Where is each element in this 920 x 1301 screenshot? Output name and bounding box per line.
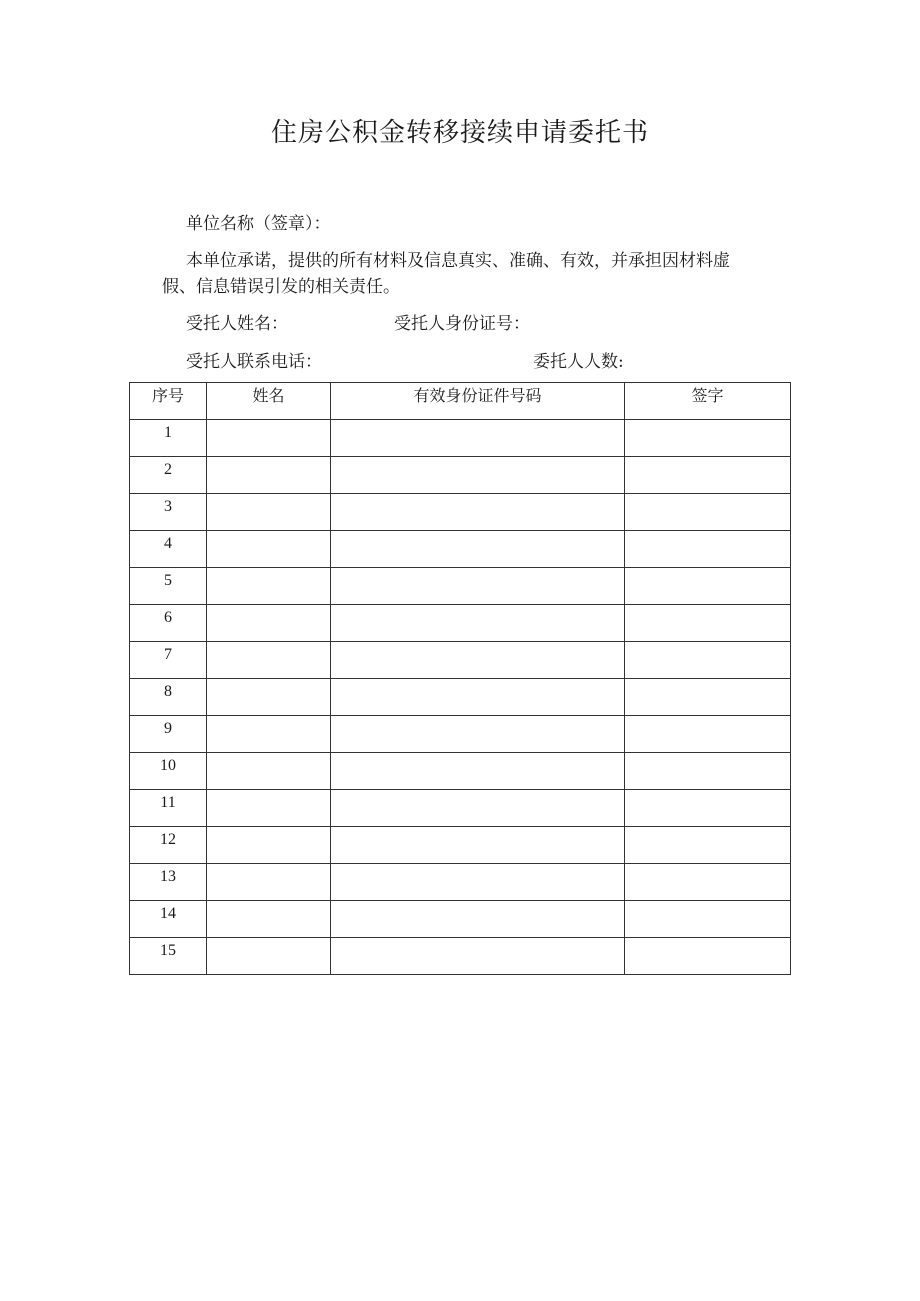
unit-name-label: 单位名称（签章）：	[186, 214, 331, 234]
row-index-cell: 8	[130, 679, 207, 716]
name-cell[interactable]	[207, 642, 331, 679]
signature-cell[interactable]	[625, 531, 791, 568]
id-number-cell[interactable]	[331, 938, 625, 975]
row-index-cell: 14	[130, 901, 207, 938]
name-cell[interactable]	[207, 716, 331, 753]
id-number-cell[interactable]	[331, 605, 625, 642]
name-cell[interactable]	[207, 494, 331, 531]
table-row	[130, 605, 791, 642]
row-index-cell: 13	[130, 864, 207, 901]
table-header-row	[130, 383, 791, 420]
table-row	[130, 790, 791, 827]
row-index-cell: 11	[130, 790, 207, 827]
signature-cell[interactable]	[625, 420, 791, 457]
document-title: 住房公积金转移接续申请委托书	[270, 118, 649, 148]
name-cell[interactable]	[207, 827, 331, 864]
row-index-cell: 6	[130, 605, 207, 642]
signature-cell[interactable]	[625, 494, 791, 531]
table-row	[130, 901, 791, 938]
trustee-id-label: 受托人身份证号：	[394, 314, 530, 334]
table-row	[130, 568, 791, 605]
table-row	[130, 753, 791, 790]
id-number-cell[interactable]	[331, 531, 625, 568]
row-index-cell: 1	[130, 420, 207, 457]
delegator-count-label: 委托人人数:	[533, 352, 624, 372]
trustee-name-label: 受托人姓名：	[186, 314, 288, 334]
name-cell[interactable]	[207, 568, 331, 605]
name-cell[interactable]	[207, 864, 331, 901]
id-number-cell[interactable]	[331, 679, 625, 716]
trustee-phone-label: 受托人联系电话：	[186, 352, 322, 372]
id-number-cell[interactable]	[331, 864, 625, 901]
name-cell[interactable]	[207, 420, 331, 457]
table-row	[130, 531, 791, 568]
id-number-cell[interactable]	[331, 642, 625, 679]
signature-cell[interactable]	[625, 457, 791, 494]
name-cell[interactable]	[207, 605, 331, 642]
table-body	[130, 420, 791, 975]
id-number-cell[interactable]	[331, 420, 625, 457]
signature-cell[interactable]	[625, 790, 791, 827]
signature-cell[interactable]	[625, 716, 791, 753]
table-row	[130, 642, 791, 679]
id-number-cell[interactable]	[331, 568, 625, 605]
name-cell[interactable]	[207, 901, 331, 938]
row-index-cell: 2	[130, 457, 207, 494]
table-row	[130, 864, 791, 901]
table-row	[130, 827, 791, 864]
signature-cell[interactable]	[625, 568, 791, 605]
table-row	[130, 716, 791, 753]
pledge-line-2: 假、信息错误引发的相关责任。	[162, 277, 400, 297]
header-index: 序号	[130, 383, 207, 420]
signature-cell[interactable]	[625, 753, 791, 790]
table-row	[130, 679, 791, 716]
name-cell[interactable]	[207, 457, 331, 494]
delegator-table	[129, 382, 791, 975]
signature-cell[interactable]	[625, 605, 791, 642]
pledge-line-1: 本单位承诺，提供的所有材料及信息真实、准确、有效，并承担因材料虚	[186, 251, 730, 271]
row-index-cell: 10	[130, 753, 207, 790]
row-index-cell: 7	[130, 642, 207, 679]
table-row	[130, 938, 791, 975]
row-index-cell: 15	[130, 938, 207, 975]
header-name: 姓名	[207, 383, 331, 420]
signature-cell[interactable]	[625, 901, 791, 938]
row-index-cell: 3	[130, 494, 207, 531]
row-index-cell: 9	[130, 716, 207, 753]
id-number-cell[interactable]	[331, 827, 625, 864]
table-row	[130, 457, 791, 494]
id-number-cell[interactable]	[331, 716, 625, 753]
id-number-cell[interactable]	[331, 457, 625, 494]
name-cell[interactable]	[207, 753, 331, 790]
name-cell[interactable]	[207, 531, 331, 568]
signature-cell[interactable]	[625, 642, 791, 679]
name-cell[interactable]	[207, 938, 331, 975]
header-signature: 签字	[625, 383, 791, 420]
row-index-cell: 4	[130, 531, 207, 568]
id-number-cell[interactable]	[331, 790, 625, 827]
header-id-number: 有效身份证件号码	[331, 383, 625, 420]
row-index-cell: 5	[130, 568, 207, 605]
row-index-cell: 12	[130, 827, 207, 864]
id-number-cell[interactable]	[331, 494, 625, 531]
id-number-cell[interactable]	[331, 753, 625, 790]
name-cell[interactable]	[207, 790, 331, 827]
name-cell[interactable]	[207, 679, 331, 716]
signature-cell[interactable]	[625, 679, 791, 716]
table-row	[130, 494, 791, 531]
signature-cell[interactable]	[625, 827, 791, 864]
id-number-cell[interactable]	[331, 901, 625, 938]
table-row	[130, 420, 791, 457]
signature-cell[interactable]	[625, 938, 791, 975]
signature-cell[interactable]	[625, 864, 791, 901]
